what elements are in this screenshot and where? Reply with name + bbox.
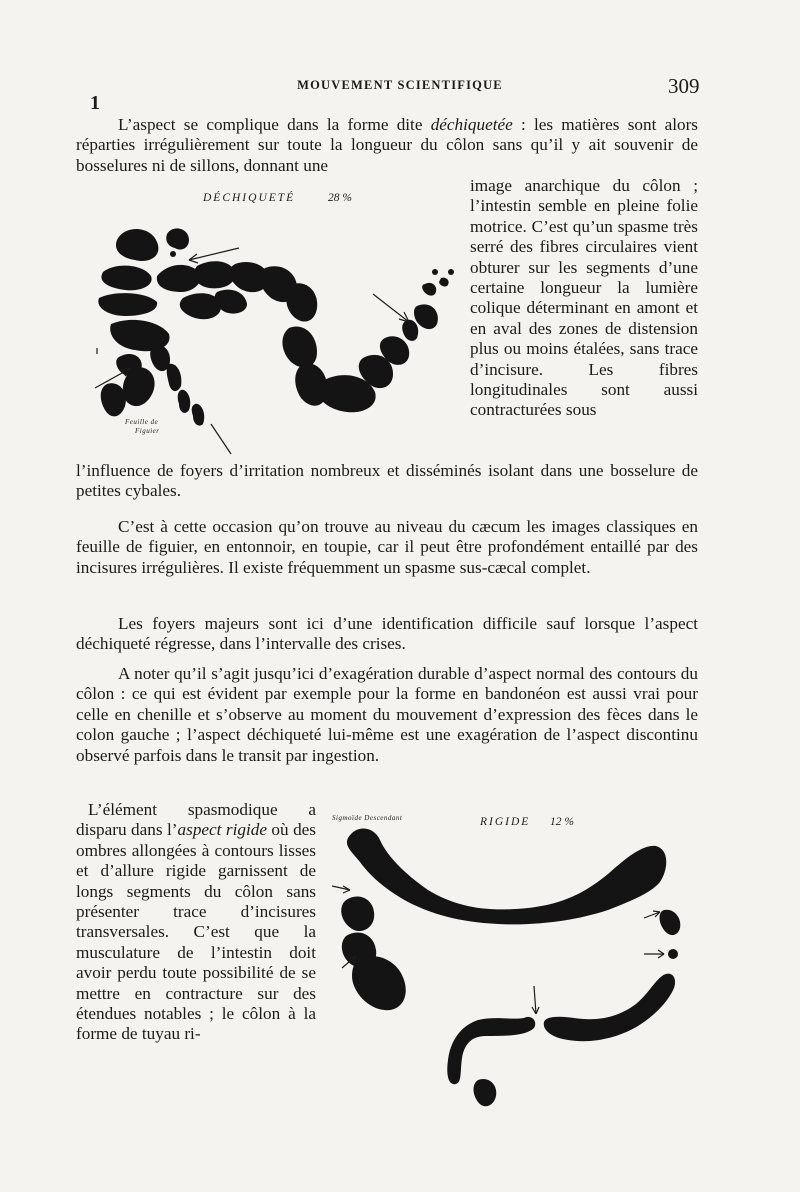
text-segment: L’élément spasmodique a disparu dans l’ bbox=[76, 800, 316, 840]
running-head-title: MOUVEMENT SCIENTIFIQUE bbox=[297, 78, 503, 92]
figure-dechiquete-percent: 28 % bbox=[328, 192, 352, 204]
colon-shadow bbox=[660, 910, 681, 935]
arrow-icon bbox=[373, 294, 409, 322]
paragraph-cecum bbox=[76, 517, 698, 578]
colon-shadow bbox=[98, 293, 157, 316]
colon-shadow bbox=[414, 304, 438, 329]
colon-shadow bbox=[668, 949, 678, 959]
paragraph-exageration bbox=[76, 664, 698, 766]
colon-shadow bbox=[439, 278, 449, 287]
text-segment: : les matières sont alors réparties irrégulièrement sur toute la longueur du côlon sans qu’il y ait souvenir de bosselures ni de sillons, donnant une bbox=[76, 115, 698, 175]
margin-mark: 1 bbox=[90, 92, 100, 114]
page-number: 309 bbox=[668, 74, 700, 98]
text-segment: L’aspect se complique dans la forme dite bbox=[118, 115, 431, 134]
text-segment: A noter qu’il s’agit jusqu’ici d’exagération durable d’aspect normal des contours du côlon : ce qui est évident par exemple pour la forme en bandonéon est aussi vrai pour celle en chenille et s’observe au moment du mouvement d’expression des fèces dans le colon gauche ; l’aspect déchiqueté lui-même est une exagération de l’aspect discontinu observé parfois dans le transit par ingestion. bbox=[76, 664, 698, 765]
colon-shadow bbox=[167, 364, 182, 391]
paragraph-rigide bbox=[76, 800, 316, 1045]
colon-shadow bbox=[447, 1017, 535, 1084]
figure-dechiquete bbox=[85, 188, 465, 458]
figure-rigide-percent: 12 % bbox=[550, 816, 574, 828]
figure-rigide bbox=[328, 810, 700, 1120]
colon-shadow bbox=[352, 956, 406, 1010]
figure-rigide-label: Sigmoïde Descendant bbox=[332, 814, 403, 822]
colon-shadow bbox=[422, 283, 436, 296]
colon-shadow bbox=[101, 266, 151, 291]
colon-shadow bbox=[347, 828, 666, 924]
colon-shadow bbox=[282, 326, 317, 367]
paragraph-dechiquete-wrap bbox=[470, 176, 698, 421]
text-segment: image anarchique du côlon ; l’intestin semble en pleine folie motrice. C’est qu’un spasme très serré des fibres circulaires vient obturer sur les segments d’une certaine longueur la lumière colique déterminant en amont et en aval des zones de distension plus ou moins étalées, sans trace d’incisure. Les fibres longitudinales sont aussi contracturées sous bbox=[470, 176, 698, 420]
paragraph-dechiquete-end bbox=[76, 461, 698, 502]
colon-shadow bbox=[192, 404, 205, 426]
term-dechiquetee: déchiquetée bbox=[430, 115, 513, 134]
colon-shadow bbox=[448, 269, 454, 275]
colon-shadow bbox=[341, 897, 374, 931]
colon-shadow bbox=[101, 383, 126, 416]
figure-rigide-caption: RIGIDE bbox=[480, 816, 531, 828]
running-head bbox=[0, 74, 800, 98]
figure-dechiquete-caption: DÉCHIQUETÉ bbox=[203, 192, 296, 204]
text-segment: Les foyers majeurs sont ici d’une identification difficile sauf lorsque l’aspect déchiqueté régresse, dans l’intervalle des crises. bbox=[76, 614, 698, 654]
colon-shadow bbox=[402, 320, 418, 341]
colon-shadow bbox=[544, 974, 675, 1042]
radiograph-rigide bbox=[328, 810, 700, 1120]
colon-shadow bbox=[166, 228, 189, 249]
text-segment: où des ombres allongées à contours lisses et d’allure rigide garnissent de longs segments du côlon sans présenter trace d’incisures transversales. C’est que la musculature de l’intestin doit avoir perdu toute possibilité de se mettre en contracture sur des étendues notables ; le côlon à la forme de tuyau ri- bbox=[76, 820, 316, 1044]
colon-shadow bbox=[116, 229, 158, 261]
label-line: Figuier bbox=[135, 427, 160, 435]
label-line: Feuille de bbox=[125, 418, 159, 426]
paragraph-foyers bbox=[76, 614, 698, 655]
colon-shadow bbox=[170, 251, 176, 257]
colon-shadow bbox=[474, 1079, 497, 1106]
colon-shadow bbox=[150, 345, 170, 371]
figure-dechiquete-label bbox=[125, 418, 160, 436]
arrow-icon bbox=[211, 424, 231, 454]
colon-shadow bbox=[286, 283, 317, 321]
paragraph-dechiquete-intro bbox=[76, 115, 698, 176]
term-aspect-rigide: aspect rigide bbox=[177, 820, 267, 840]
colon-shadow bbox=[194, 261, 235, 288]
text-segment: l’influence de foyers d’irritation nombreux et disséminés isolant dans une bosselure de petites cybales. bbox=[76, 461, 698, 501]
colon-shadow bbox=[157, 265, 201, 292]
arrow-icon bbox=[534, 986, 536, 1014]
text-segment: C’est à cette occasion qu’on trouve au niveau du cæcum les images classiques en feuille de figuier, en entonnoir, en toupie, car il peut être profondément entaillé par des incisures irrégulières. Il existe fréquemment un spasme sus-cæcal complet. bbox=[76, 517, 698, 577]
colon-shadow bbox=[178, 390, 191, 413]
colon-shadow bbox=[432, 269, 438, 275]
